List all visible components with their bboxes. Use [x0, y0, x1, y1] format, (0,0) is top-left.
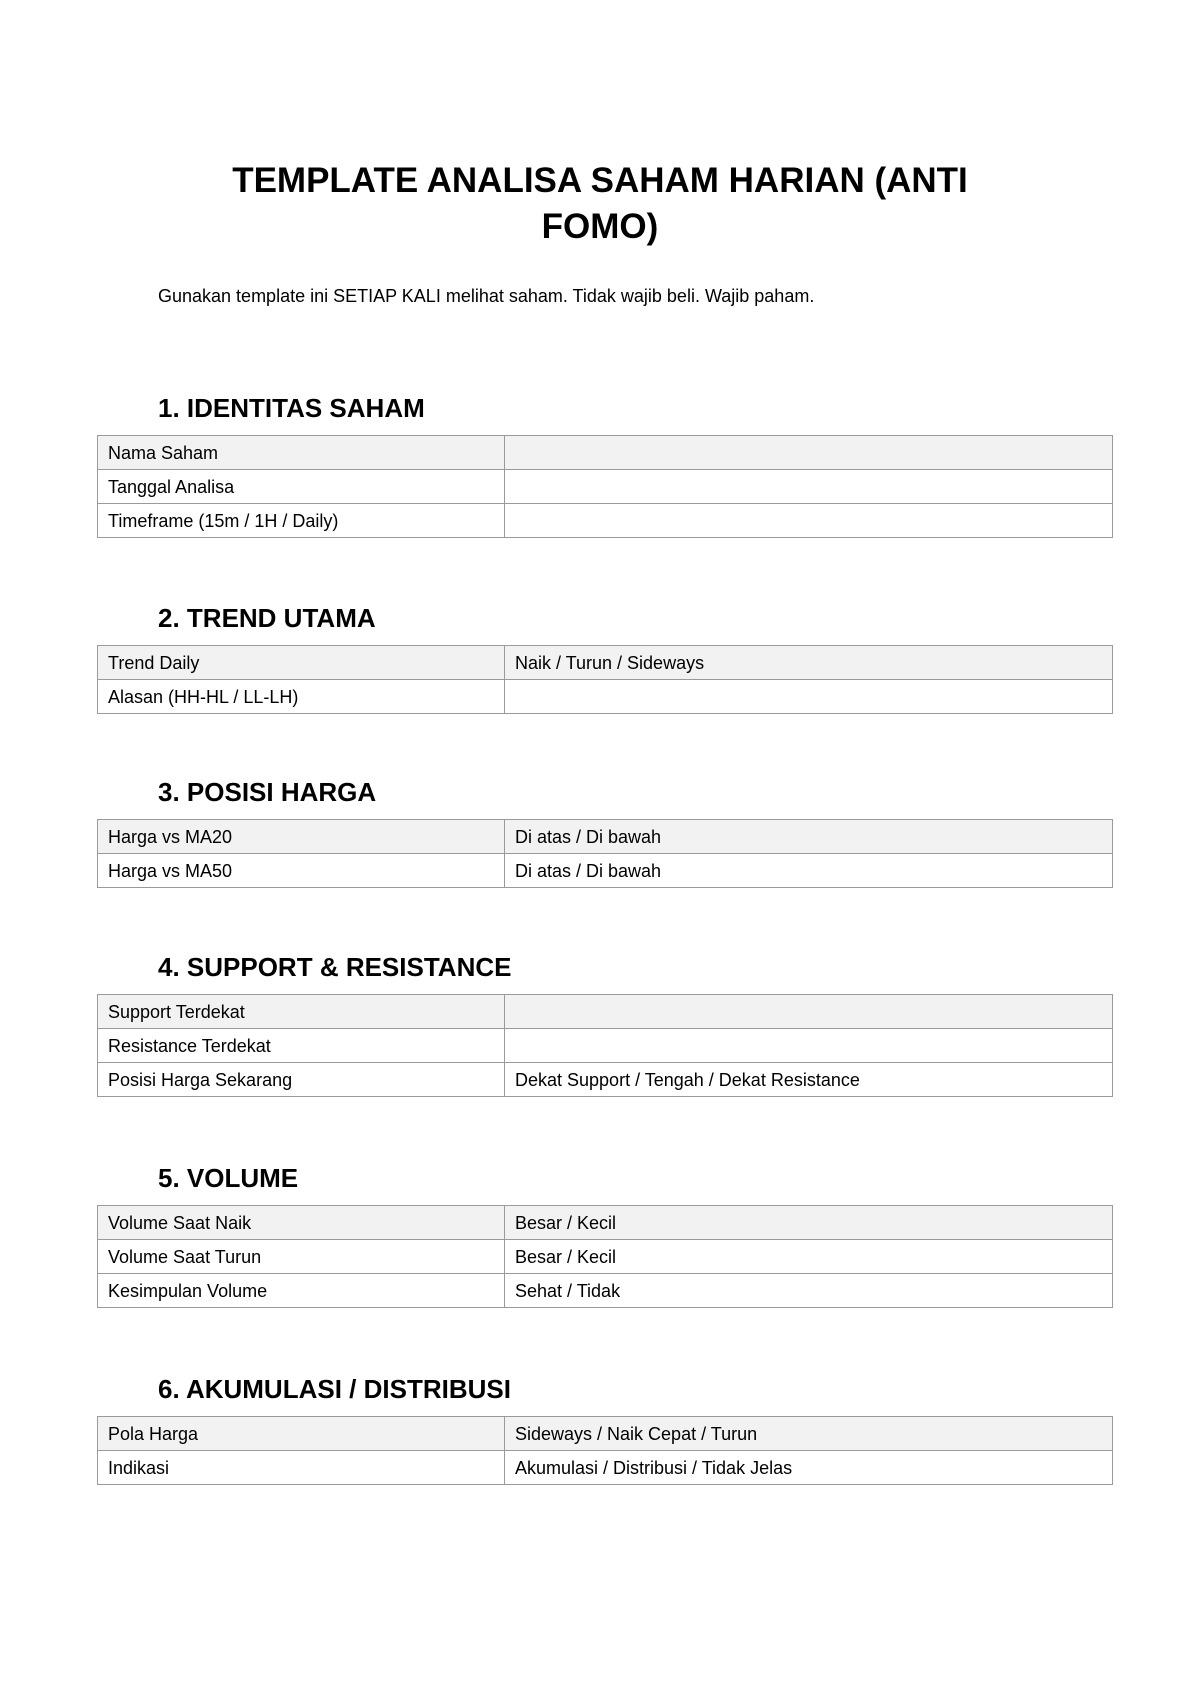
section-table: [97, 1205, 1113, 1308]
row-label: Posisi Harga Sekarang: [98, 1063, 505, 1097]
row-label: Harga vs MA50: [98, 854, 505, 888]
section-table: [97, 435, 1113, 538]
row-label: Kesimpulan Volume: [98, 1274, 505, 1308]
row-label: Nama Saham: [98, 436, 505, 470]
table-row: [98, 1240, 1113, 1274]
section-posisi-harga: [97, 777, 1113, 888]
row-value[interactable]: Di atas / Di bawah: [505, 854, 1113, 888]
row-label: Volume Saat Turun: [98, 1240, 505, 1274]
row-value[interactable]: [505, 680, 1113, 714]
row-value[interactable]: Di atas / Di bawah: [505, 820, 1113, 854]
row-value[interactable]: Naik / Turun / Sideways: [505, 646, 1113, 680]
row-value[interactable]: Besar / Kecil: [505, 1206, 1113, 1240]
row-value[interactable]: Sehat / Tidak: [505, 1274, 1113, 1308]
row-label: Trend Daily: [98, 646, 505, 680]
section-heading: 6. AKUMULASI / DISTRIBUSI: [158, 1374, 511, 1404]
row-value[interactable]: [505, 470, 1113, 504]
table-row: [98, 470, 1113, 504]
section-heading: 3. POSISI HARGA: [158, 777, 377, 807]
table-row: [98, 680, 1113, 714]
table-row: [98, 504, 1113, 538]
section-table: [97, 1416, 1113, 1485]
row-value[interactable]: Dekat Support / Tengah / Dekat Resistance: [505, 1063, 1113, 1097]
row-value[interactable]: [505, 995, 1113, 1029]
section-support-resistance: [97, 952, 1113, 1097]
row-label: Resistance Terdekat: [98, 1029, 505, 1063]
table-row: [98, 1029, 1113, 1063]
section-heading: 4. SUPPORT & RESISTANCE: [158, 952, 512, 982]
row-label: Alasan (HH-HL / LL-LH): [98, 680, 505, 714]
table-row: [98, 1274, 1113, 1308]
section-table: [97, 994, 1113, 1097]
section-akumulasi-distribusi: [97, 1374, 1113, 1485]
row-label: Volume Saat Naik: [98, 1206, 505, 1240]
row-label: Indikasi: [98, 1451, 505, 1485]
section-table: [97, 819, 1113, 888]
section-volume: [97, 1163, 1113, 1308]
row-value[interactable]: Akumulasi / Distribusi / Tidak Jelas: [505, 1451, 1113, 1485]
row-value[interactable]: [505, 1029, 1113, 1063]
table-row: [98, 646, 1113, 680]
section-heading: 5. VOLUME: [158, 1163, 299, 1193]
row-label: Support Terdekat: [98, 995, 505, 1029]
row-label: Timeframe (15m / 1H / Daily): [98, 504, 505, 538]
section-identitas-saham: [97, 393, 1113, 538]
row-value[interactable]: Sideways / Naik Cepat / Turun: [505, 1417, 1113, 1451]
section-trend-utama: [97, 603, 1113, 714]
table-row: [98, 995, 1113, 1029]
row-label: Tanggal Analisa: [98, 470, 505, 504]
table-row: [98, 1417, 1113, 1451]
row-value[interactable]: Besar / Kecil: [505, 1240, 1113, 1274]
table-row: [98, 1451, 1113, 1485]
row-value[interactable]: [505, 504, 1113, 538]
table-row: [98, 1063, 1113, 1097]
page-title: TEMPLATE ANALISA SAHAM HARIAN (ANTI FOMO): [232, 161, 968, 246]
table-row: [98, 820, 1113, 854]
row-label: Pola Harga: [98, 1417, 505, 1451]
table-row: [98, 436, 1113, 470]
table-row: [98, 1206, 1113, 1240]
page-subtitle: Gunakan template ini SETIAP KALI melihat saham. Tidak wajib beli. Wajib paham.: [158, 286, 815, 306]
section-heading: 2. TREND UTAMA: [158, 603, 376, 633]
section-heading: 1. IDENTITAS SAHAM: [158, 393, 425, 423]
row-value[interactable]: [505, 436, 1113, 470]
row-label: Harga vs MA20: [98, 820, 505, 854]
table-row: [98, 854, 1113, 888]
section-table: [97, 645, 1113, 714]
